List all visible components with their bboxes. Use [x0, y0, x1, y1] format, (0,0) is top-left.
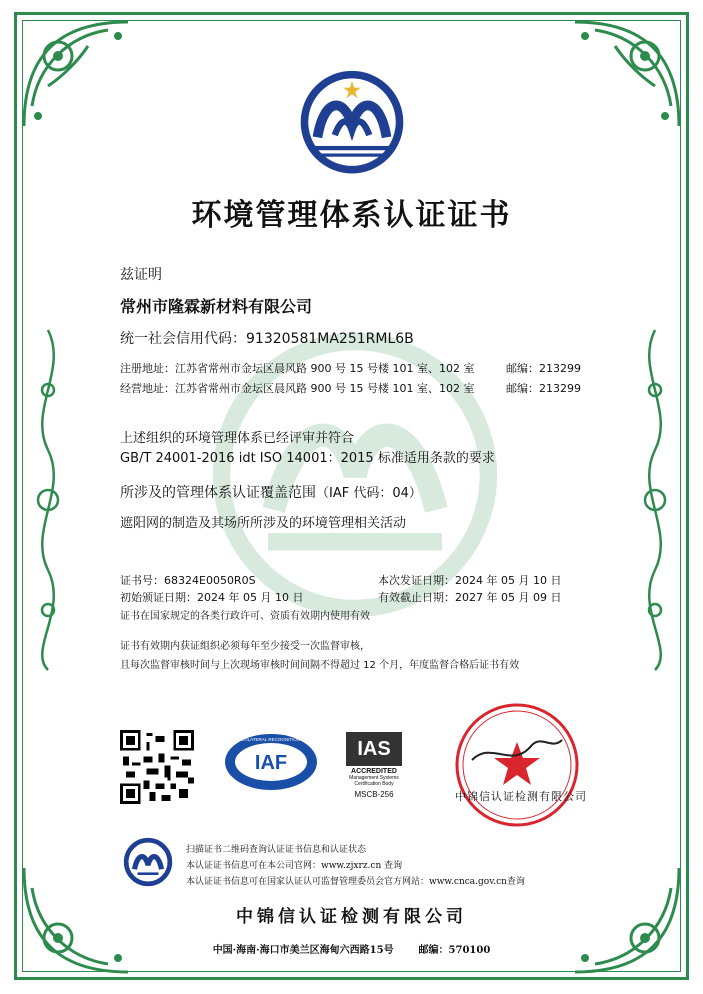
- business-postcode: 邮编：213299: [506, 382, 581, 395]
- info-line-3: 本认证证书信息可在国家认证认可监督管理委员会官方网站：www.cnca.gov.cn查询: [186, 877, 525, 887]
- qr-code[interactable]: [120, 730, 194, 804]
- footer-address: 中国·海南·海口市美兰区海甸六西路15号: [212, 945, 394, 956]
- scope-heading: 所涉及的管理体系认证覆盖范围: [120, 485, 316, 501]
- ias-accredited: ACCREDITED: [351, 768, 397, 775]
- validity-note: 证书在国家规定的各类行政许可、资质有效期内使用有效: [120, 611, 370, 622]
- credit-code-row: [120, 328, 414, 348]
- ias-code: MSCB-256: [354, 790, 394, 799]
- issuer-name: 中锦信认证检测有限公司: [236, 907, 467, 927]
- intro-text: 兹证明: [120, 267, 162, 283]
- expiry-date: 有效截止日期：2027 年 05 月 09 日: [378, 591, 562, 604]
- side-ornament-right: [635, 330, 675, 670]
- registered-postcode: 邮编：213299: [506, 362, 581, 375]
- conformity-line-2: GB/T 24001-2016 idt ISO 14001：2015 标准适用条款的要求: [120, 451, 495, 466]
- info-line-2: 本认证证书信息可在本公司官网：www.zjxrz.cn 查询: [186, 861, 403, 871]
- conformity-line-1: 上述组织的环境管理体系已经评审并符合: [120, 431, 355, 446]
- issuer-logo: [122, 836, 174, 888]
- ias-mark: [346, 732, 402, 822]
- surveillance-line-1: 证书有效期内获证组织必须每年至少接受一次监督审核，: [120, 641, 370, 652]
- surveillance-line-2: 且每次监督审核时间与上次现场审核时间间隔不得超过 12 个月，年度监督合格后证书有效: [120, 660, 520, 671]
- business-address: 经营地址：江苏省常州市金坛区晨风路 900 号 15 号楼 101 室、102 室: [120, 382, 475, 395]
- company-seal: [452, 700, 582, 830]
- ias-label: IAS: [346, 732, 402, 766]
- initial-issue-date: 初始颁证日期：2024 年 05 月 10 日: [120, 591, 304, 604]
- iaf-arc-text: MEMBER OF MULTILATERAL RECOGNITION ARRANGEMENT: [205, 737, 337, 742]
- issue-date: 本次发证日期：2024 年 05 月 10 日: [378, 574, 562, 587]
- side-ornament-left: [28, 330, 68, 670]
- company-logo: [298, 66, 406, 174]
- scope-iaf-code: （IAF 代码：04）: [316, 486, 422, 501]
- iaf-mark: [205, 732, 337, 792]
- company-name: 常州市隆霖新材料有限公司: [120, 297, 313, 316]
- scope-heading-row: [120, 482, 422, 502]
- footer: [0, 941, 703, 956]
- scope-text: 遮阳网的制造及其场所所涉及的环境管理相关活动: [120, 516, 407, 531]
- corner-ornament-top-left: [18, 16, 138, 136]
- certificate-number: 证书号：68324E0050R0S: [120, 574, 256, 587]
- credit-code-label: 统一社会信用代码：: [120, 331, 246, 347]
- footer-postcode: 邮编：570100: [418, 945, 491, 956]
- certificate-title: 环境管理体系认证证书: [191, 198, 512, 233]
- corner-ornament-top-right: [565, 16, 685, 136]
- credit-code-value: 91320581MA251RML6B: [246, 331, 414, 347]
- iaf-label: IAF: [254, 752, 288, 774]
- registered-address: 注册地址：江苏省常州市金坛区晨风路 900 号 15 号楼 101 室、102 室: [120, 362, 475, 375]
- ias-subtitle-2: Certification Body: [354, 781, 394, 787]
- ias-subtitle-1: Management Systems: [349, 775, 399, 781]
- seal-company-name: 中锦信认证检测有限公司: [455, 790, 587, 803]
- info-line-1: 扫描证书二维码查询认证证书信息和认证状态: [186, 845, 367, 855]
